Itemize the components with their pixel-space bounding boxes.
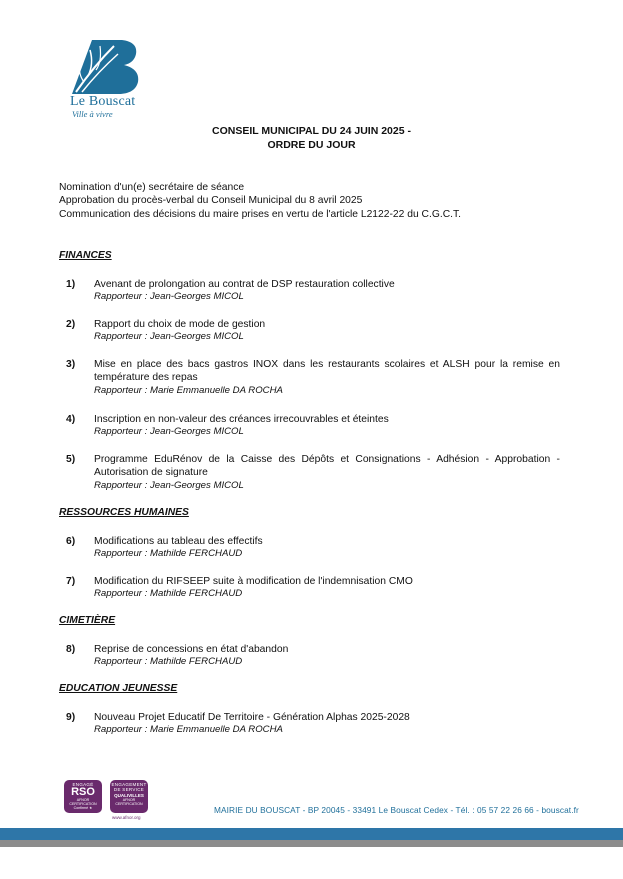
item-number: 1) <box>66 279 76 290</box>
agenda-item <box>66 318 560 343</box>
agenda-item <box>66 453 560 492</box>
item-text: Reprise de concessions en état d'abandon <box>94 644 289 655</box>
item-rapporteur: Rapporteur : Jean-Georges MICOL <box>94 426 244 438</box>
item-text: Nouveau Projet Educatif De Territoire - Génération Alphas 2025-2028 <box>94 712 410 723</box>
item-rapporteur: Rapporteur : Mathilde FERCHAUD <box>94 548 243 560</box>
rso-badge-icon <box>64 780 102 813</box>
page-subtitle: ORDRE DU JOUR <box>267 139 356 151</box>
item-rapporteur: Rapporteur : Marie Emmanuelle DA ROCHA <box>94 384 283 396</box>
item-number: 4) <box>66 414 76 425</box>
item-text: Programme EduRénov de la Caisse des Dépôts et Consignations - Adhésion - Approbation - Autorisation de signature <box>94 454 560 479</box>
intro-line: Communication des décisions du maire prises en vertu de l'article L2122-22 du C.G.C.T. <box>59 208 462 220</box>
section-finances-heading: FINANCES <box>59 250 112 261</box>
intro-line: Approbation du procès-verbal du Conseil Municipal du 8 avril 2025 <box>59 195 363 207</box>
item-number: 5) <box>66 454 76 465</box>
rso-badge-main: RSO <box>71 786 95 798</box>
item-number: 6) <box>66 536 76 547</box>
page-title: CONSEIL MUNICIPAL DU 24 JUIN 2025 - <box>212 125 411 137</box>
city-logo <box>66 36 146 120</box>
intro-line: Nomination d'un(e) secrétaire de séance <box>59 182 245 193</box>
item-rapporteur: Rapporteur : Jean-Georges MICOL <box>94 331 244 343</box>
qualite-badge-sub: AFNOR CERTIFICATION <box>115 798 143 806</box>
footer-blue-band <box>0 828 623 840</box>
item-number: 7) <box>66 576 76 587</box>
item-rapporteur: Rapporteur : Jean-Georges MICOL <box>94 291 244 303</box>
item-number: 2) <box>66 319 76 330</box>
agenda-item <box>66 711 560 736</box>
qualite-service-badge-icon <box>110 780 148 813</box>
item-number: 8) <box>66 644 76 655</box>
rso-badge-sub1: AFNOR CERTIFICATION <box>69 798 97 806</box>
item-number: 3) <box>66 359 76 370</box>
le-bouscat-logo-icon <box>70 36 140 96</box>
qualite-badge-url: www.afnor.org <box>112 815 141 820</box>
item-rapporteur: Rapporteur : Jean-Georges MICOL <box>94 479 244 491</box>
section-ressources-humaines-heading: RESSOURCES HUMAINES <box>59 507 189 518</box>
logo-tagline: Ville à vivre <box>72 109 113 119</box>
agenda-item <box>66 358 560 397</box>
item-rapporteur: Rapporteur : Mathilde FERCHAUD <box>94 656 243 668</box>
logo-name: Le Bouscat <box>70 94 136 109</box>
agenda-item <box>66 535 560 560</box>
item-text: Avenant de prolongation au contrat de DSP restauration collective <box>94 279 395 290</box>
item-text: Modifications au tableau des effectifs <box>94 536 263 547</box>
section-cimetiere-heading: CIMETIÈRE <box>59 615 116 626</box>
qualite-badge-main: QUALIVILLES <box>114 793 144 798</box>
rso-badge-sub2: Confirmé ★ <box>73 806 93 810</box>
qualite-badge-top: ENGAGEMENT DE SERVICE <box>111 782 147 792</box>
agenda-item <box>66 575 560 600</box>
item-text: Modification du RIFSEEP suite à modification de l'indemnisation CMO <box>94 576 413 587</box>
footer-grey-band <box>0 840 623 847</box>
item-number: 9) <box>66 712 76 723</box>
rso-badge-top: ENGAGÉ <box>72 782 94 787</box>
section-education-jeunesse-heading: EDUCATION JEUNESSE <box>59 683 178 694</box>
item-rapporteur: Rapporteur : Mathilde FERCHAUD <box>94 588 243 600</box>
agenda-item <box>66 278 560 303</box>
item-text: Rapport du choix de mode de gestion <box>94 319 266 330</box>
item-text: Inscription en non-valeur des créances irrecouvrables et éteintes <box>94 414 389 425</box>
agenda-item <box>66 413 560 438</box>
footer-address: MAIRIE DU BOUSCAT - BP 20045 - 33491 Le Bouscat Cedex - Tél. : 05 57 22 26 66 - bouscat.fr <box>214 805 579 815</box>
item-text: Mise en place des bacs gastros INOX dans les restaurants scolaires et ALSH pour la remise en température des repas <box>94 359 560 384</box>
intro-block <box>59 181 461 221</box>
agenda-item <box>66 643 560 668</box>
item-rapporteur: Rapporteur : Marie Emmanuelle DA ROCHA <box>94 724 283 736</box>
